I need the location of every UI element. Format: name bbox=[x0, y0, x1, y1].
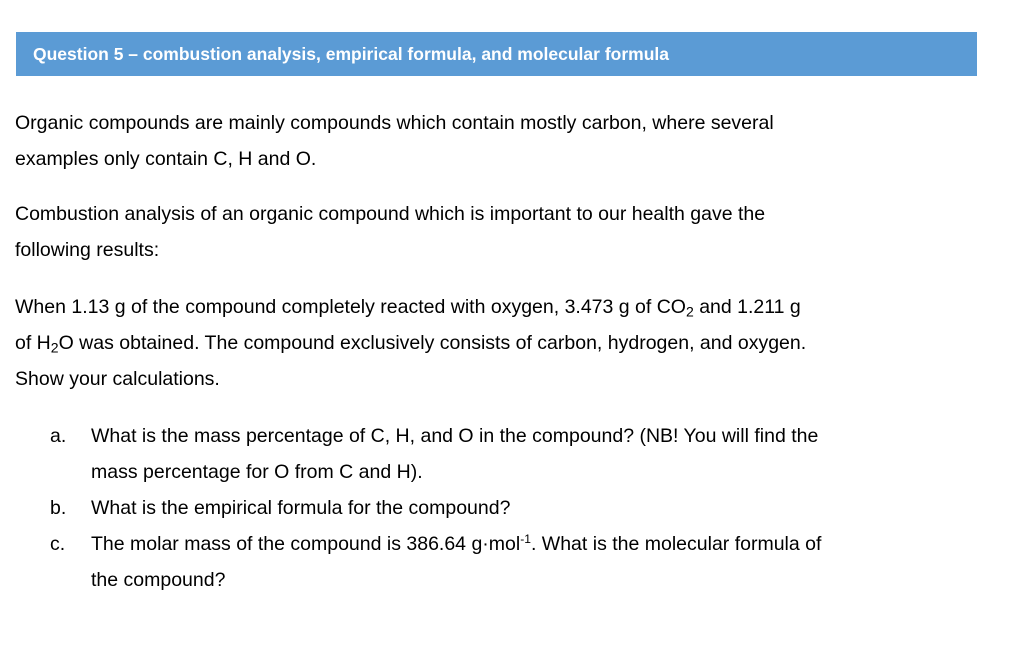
context-paragraph bbox=[15, 196, 1005, 268]
mol-superscript: -1 bbox=[520, 531, 531, 546]
question-item-a bbox=[50, 418, 1000, 490]
question-c-line-1-text-b: . What is the molecular formula of bbox=[530, 533, 822, 555]
question-header-bar bbox=[16, 32, 977, 76]
data-line-1-text-b: and 1.211 g bbox=[693, 296, 801, 318]
context-line-2: following results: bbox=[15, 239, 160, 261]
question-text-b bbox=[91, 490, 1000, 526]
question-c-line-1 bbox=[91, 526, 1000, 562]
data-line-1-text-a: When 1.13 g of the compound completely reacted with oxygen, 3.473 g of CO bbox=[15, 296, 686, 318]
question-a-line-1: What is the mass percentage of C, H, and O in the compound? (NB! You will find the bbox=[91, 425, 819, 447]
question-c-line-2: the compound? bbox=[91, 569, 226, 591]
data-line-2-text-a: of H bbox=[15, 332, 51, 354]
question-title: Question 5 – combustion analysis, empirical formula, and molecular formula bbox=[33, 43, 669, 64]
question-marker-a: a. bbox=[50, 425, 67, 447]
question-a-line-2: mass percentage for O from C and H). bbox=[91, 461, 423, 483]
data-line-2-text-b: O was obtained. The compound exclusively consists of carbon, hydrogen, and oxygen. bbox=[58, 332, 807, 354]
question-list bbox=[50, 418, 1000, 598]
intro-paragraph bbox=[15, 105, 1005, 177]
data-line-2 bbox=[15, 325, 1005, 361]
question-c-line-1-text-a: The molar mass of the compound is 386.64 g·mol bbox=[91, 533, 521, 555]
h2o-subscript: 2 bbox=[50, 339, 59, 356]
intro-line-1: Organic compounds are mainly compounds which contain mostly carbon, where several bbox=[15, 112, 774, 134]
data-paragraph bbox=[15, 289, 1005, 397]
question-b-line-1: What is the empirical formula for the compound? bbox=[91, 497, 511, 519]
question-marker-c: c. bbox=[50, 533, 66, 555]
co2-subscript: 2 bbox=[685, 303, 694, 320]
data-line-1 bbox=[15, 289, 1005, 325]
context-line-1: Combustion analysis of an organic compound which is important to our health gave the bbox=[15, 203, 766, 225]
question-item-c bbox=[50, 526, 1000, 598]
question-marker-b: b. bbox=[50, 497, 67, 519]
question-text-a bbox=[91, 418, 1000, 490]
question-item-b bbox=[50, 490, 1000, 526]
data-line-3: Show your calculations. bbox=[15, 368, 220, 390]
intro-line-2: examples only contain C, H and O. bbox=[15, 148, 317, 170]
question-text-c bbox=[91, 526, 1000, 598]
